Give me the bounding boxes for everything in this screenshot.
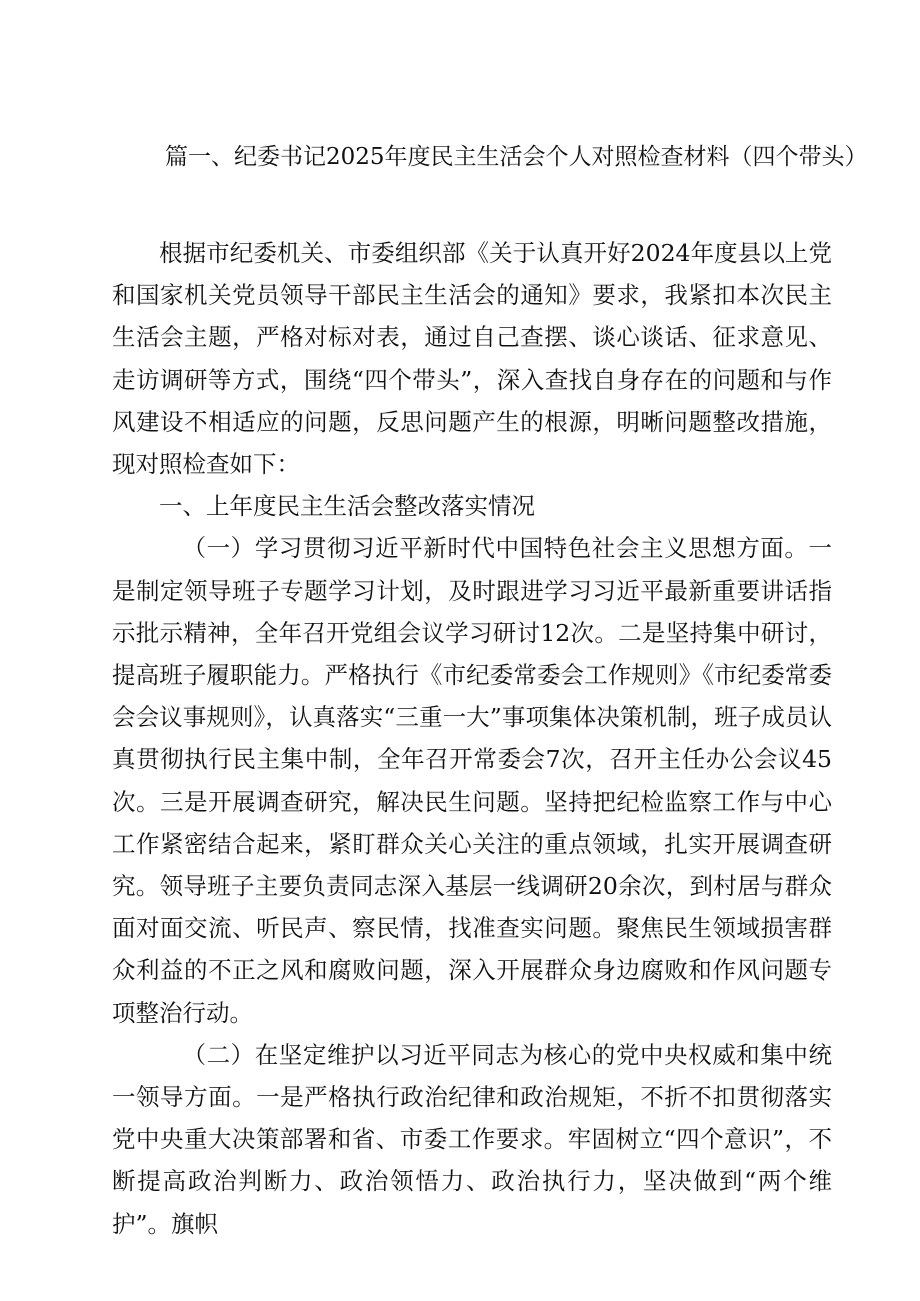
document-body xyxy=(112,232,832,1245)
intro-paragraph: 根据市纪委机关、市委组织部《关于认真开好2024年度县以上党和国家机关党员领导干部民主生活会的通知》要求，我紧扣本次民主生活会主题，严格对标对表，通过自己查摆、谈心谈话、征求意见、走访调研等方式，围绕“四个带头”，深入查找自身存在的问题和与作风建设不相适应的问题，反思问题产生的根源，明晰问题整改措施，现对照检查如下： xyxy=(112,239,832,479)
subsection-paragraph-1: （一）学习贯彻习近平新时代中国特色社会主义思想方面。一是制定领导班子专题学习计划，及时跟进学习习近平最新重要讲话指示批示精神，全年召开党组会议学习研讨12次。二是坚持集中研讨，提高班子履职能力。严格执行《市纪委常委会工作规则》《市纪委常委会会议事规则》，认真落实“三重一大”事项集体决策机制，班子成员认真贯彻执行民主集中制，全年召开常委会7次，召开主任办公会议45次。三是开展调查研究，解决民生问题。坚持把纪检监察工作与中心工作紧密结合起来，紧盯群众关心关注的重点领域，扎实开展调查研究。领导班子主要负责同志深入基层一线调研20余次，到村居与群众面对面交流、听民声、察民情，找准查实问题。聚焦民生领域损害群众利益的不正之风和腐败问题，深入开展群众身边腐败和作风问题专项整治行动。 xyxy=(112,534,832,1027)
section-heading-1: 一、上年度民主生活会整改落实情况 xyxy=(159,492,535,521)
subsection-paragraph-2: （二）在坚定维护以习近平同志为核心的党中央权威和集中统一领导方面。一是严格执行政治纪律和政治规矩，不折不扣贯彻落实党中央重大决策部署和省、市委工作要求。牢固树立“四个意识”，不断提高政治判断力、政治领悟力、政治执行力，坚决做到“两个维护”。旗帜 xyxy=(112,1040,832,1238)
document-title: 篇一、纪委书记2025年度民主生活会个人对照检查材料（四个带头） xyxy=(165,144,868,170)
